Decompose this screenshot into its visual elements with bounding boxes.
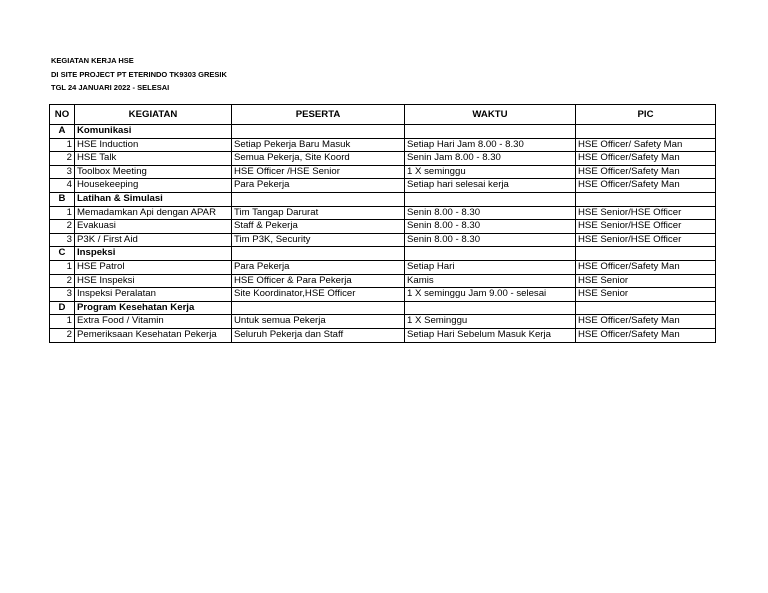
cell-pic: HSE Officer/Safety Man: [576, 260, 716, 274]
cell-pic: HSE Officer/Safety Man: [576, 328, 716, 342]
cell-kegiatan: Evakuasi: [75, 220, 232, 234]
cell-waktu: Senin 8.00 - 8.30: [405, 220, 576, 234]
heading-site: DI SITE PROJECT PT ETERINDO TK9303 GRESIK: [51, 69, 227, 79]
cell-no: 2: [50, 220, 75, 234]
cell-pic: HSE Officer/Safety Man: [576, 152, 716, 166]
cell-pic: HSE Senior/HSE Officer: [576, 206, 716, 220]
cell-pic: HSE Senior: [576, 288, 716, 302]
cell-kegiatan: Komunikasi: [75, 125, 232, 139]
cell-peserta: Seluruh Pekerja dan Staff: [232, 328, 405, 342]
cell-no: 1: [50, 315, 75, 329]
section-row: [50, 125, 716, 139]
cell-kegiatan: Inspeksi Peralatan: [75, 288, 232, 302]
cell-no: 2: [50, 328, 75, 342]
cell-waktu: Setiap Hari Jam 8.00 - 8.30: [405, 138, 576, 152]
cell-no: 3: [50, 233, 75, 247]
section-row: [50, 247, 716, 261]
cell-peserta: [232, 247, 405, 261]
table-row: [50, 260, 716, 274]
cell-peserta: Staff & Pekerja: [232, 220, 405, 234]
table-row: [50, 328, 716, 342]
cell-pic: HSE Senior/HSE Officer: [576, 233, 716, 247]
cell-peserta: Para Pekerja: [232, 179, 405, 193]
cell-waktu: Kamis: [405, 274, 576, 288]
cell-no: 1: [50, 138, 75, 152]
cell-no: B: [50, 192, 75, 206]
column-header-peserta: PESERTA: [232, 105, 405, 125]
table-row: [50, 233, 716, 247]
table-row: [50, 220, 716, 234]
table-row: [50, 288, 716, 302]
cell-kegiatan: P3K / First Aid: [75, 233, 232, 247]
cell-peserta: Site Koordinator,HSE Officer: [232, 288, 405, 302]
cell-kegiatan: Pemeriksaan Kesehatan Pekerja: [75, 328, 232, 342]
cell-kegiatan: HSE Inspeksi: [75, 274, 232, 288]
cell-no: 3: [50, 165, 75, 179]
cell-pic: HSE Officer/Safety Man: [576, 165, 716, 179]
column-header-kegiatan: KEGIATAN: [75, 105, 232, 125]
cell-no: D: [50, 301, 75, 315]
cell-no: 2: [50, 152, 75, 166]
cell-kegiatan: HSE Patrol: [75, 260, 232, 274]
cell-peserta: HSE Officer & Para Pekerja: [232, 274, 405, 288]
cell-peserta: [232, 301, 405, 315]
cell-no: 3: [50, 288, 75, 302]
cell-no: 4: [50, 179, 75, 193]
table-row: [50, 165, 716, 179]
cell-peserta: HSE Officer /HSE Senior: [232, 165, 405, 179]
cell-pic: HSE Senior: [576, 274, 716, 288]
cell-no: C: [50, 247, 75, 261]
cell-kegiatan: Housekeeping: [75, 179, 232, 193]
heading-title: KEGIATAN KERJA HSE: [51, 56, 134, 65]
table-row: [50, 179, 716, 193]
cell-pic: HSE Officer/Safety Man: [576, 179, 716, 193]
cell-waktu: 1 X seminggu Jam 9.00 - selesai: [405, 288, 576, 302]
activity-table: [49, 104, 716, 343]
cell-waktu: Senin 8.00 - 8.30: [405, 233, 576, 247]
cell-peserta: Setiap Pekerja Baru Masuk: [232, 138, 405, 152]
section-row: [50, 192, 716, 206]
cell-pic: HSE Officer/Safety Man: [576, 315, 716, 329]
cell-waktu: [405, 247, 576, 261]
cell-peserta: [232, 125, 405, 139]
cell-waktu: [405, 125, 576, 139]
cell-pic: [576, 125, 716, 139]
cell-waktu: [405, 301, 576, 315]
cell-pic: [576, 301, 716, 315]
table-row: [50, 274, 716, 288]
cell-peserta: [232, 192, 405, 206]
cell-no: 1: [50, 260, 75, 274]
cell-pic: HSE Officer/ Safety Man: [576, 138, 716, 152]
cell-kegiatan: Inspeksi: [75, 247, 232, 261]
column-header-pic: PIC: [576, 105, 716, 125]
cell-kegiatan: Toolbox Meeting: [75, 165, 232, 179]
cell-no: A: [50, 125, 75, 139]
cell-waktu: Senin 8.00 - 8.30: [405, 206, 576, 220]
cell-pic: [576, 192, 716, 206]
cell-waktu: Setiap Hari: [405, 260, 576, 274]
cell-waktu: [405, 192, 576, 206]
cell-kegiatan: Program Kesehatan Kerja: [75, 301, 232, 315]
column-header-no: NO: [50, 105, 75, 125]
cell-no: 2: [50, 274, 75, 288]
cell-peserta: Tim Tangap Darurat: [232, 206, 405, 220]
cell-no: 1: [50, 206, 75, 220]
table-row: [50, 138, 716, 152]
cell-waktu: Senin Jam 8.00 - 8.30: [405, 152, 576, 166]
cell-kegiatan: HSE Induction: [75, 138, 232, 152]
heading-date: TGL 24 JANUARI 2022 - SELESAI: [51, 83, 170, 93]
column-header-waktu: WAKTU: [405, 105, 576, 125]
cell-kegiatan: Extra Food / Vitamin: [75, 315, 232, 329]
cell-waktu: Setiap Hari Sebelum Masuk Kerja: [405, 328, 576, 342]
cell-pic: [576, 247, 716, 261]
table-row: [50, 206, 716, 220]
cell-peserta: Untuk semua Pekerja: [232, 315, 405, 329]
table-row: [50, 152, 716, 166]
cell-waktu: 1 X seminggu: [405, 165, 576, 179]
section-row: [50, 301, 716, 315]
table-row: [50, 315, 716, 329]
cell-kegiatan: Latihan & Simulasi: [75, 192, 232, 206]
cell-peserta: Para Pekerja: [232, 260, 405, 274]
cell-peserta: Tim P3K, Security: [232, 233, 405, 247]
cell-pic: HSE Senior/HSE Officer: [576, 220, 716, 234]
cell-waktu: 1 X Seminggu: [405, 315, 576, 329]
table-header-row: [50, 105, 716, 125]
cell-kegiatan: Memadamkan Api dengan APAR: [75, 206, 232, 220]
cell-kegiatan: HSE Talk: [75, 152, 232, 166]
cell-waktu: Setiap hari selesai kerja: [405, 179, 576, 193]
cell-peserta: Semua Pekerja, Site Koord: [232, 152, 405, 166]
document-heading: [51, 54, 227, 95]
